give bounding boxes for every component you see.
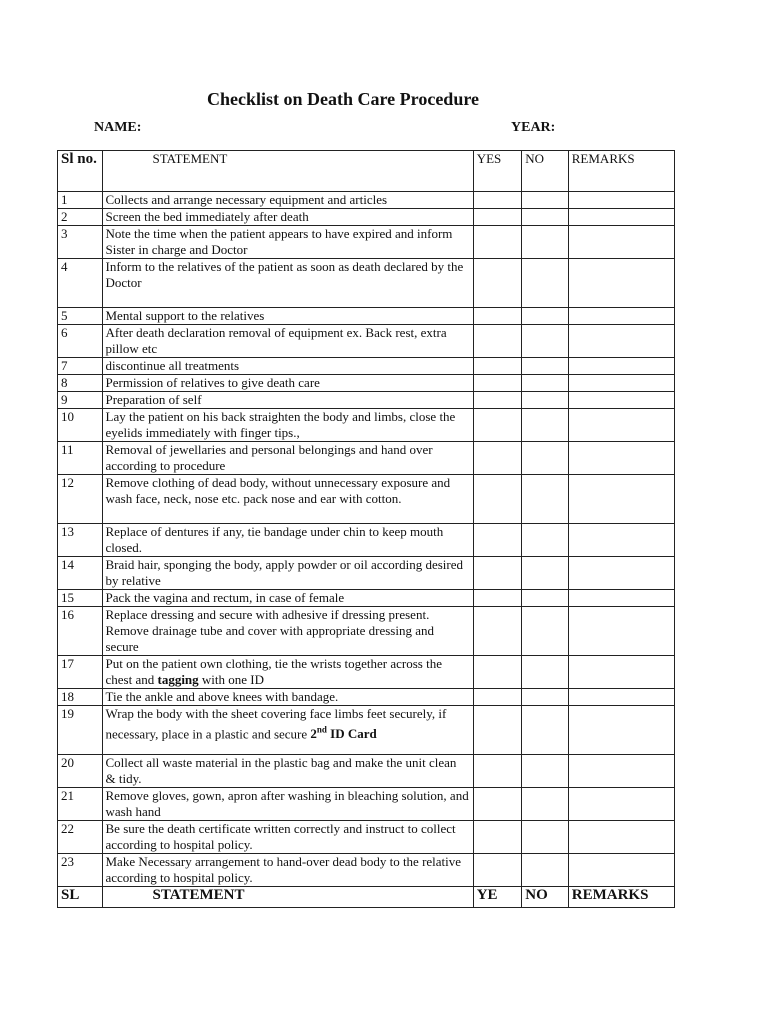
table-row — [58, 706, 675, 755]
no-cell[interactable] — [522, 524, 569, 557]
remarks-cell[interactable] — [568, 557, 674, 590]
name-label: NAME: — [94, 120, 142, 135]
row-number: 11 — [58, 442, 103, 475]
header-no: NO — [522, 151, 569, 192]
no-cell[interactable] — [522, 788, 569, 821]
row-statement: Collects and arrange necessary equipment and articles — [102, 192, 473, 209]
yes-cell[interactable] — [473, 409, 522, 442]
table-row — [58, 259, 675, 308]
row-statement: Pack the vagina and rectum, in case of female — [102, 590, 473, 607]
no-cell[interactable] — [522, 475, 569, 524]
remarks-cell[interactable] — [568, 854, 674, 887]
yes-cell[interactable] — [473, 854, 522, 887]
no-cell[interactable] — [522, 755, 569, 788]
table-row — [58, 656, 675, 689]
row-number: 13 — [58, 524, 103, 557]
table-row — [58, 409, 675, 442]
row-statement: Wrap the body with the sheet covering face limbs feet securely, if necessary, place in a plastic and secure 2nd ID Card — [102, 706, 473, 755]
no-cell[interactable] — [522, 325, 569, 358]
row-number: 19 — [58, 706, 103, 755]
table-row — [58, 854, 675, 887]
remarks-cell[interactable] — [568, 392, 674, 409]
row-number: 16 — [58, 607, 103, 656]
no-cell[interactable] — [522, 375, 569, 392]
remarks-cell[interactable] — [568, 409, 674, 442]
row-number: 4 — [58, 259, 103, 308]
yes-cell[interactable] — [473, 607, 522, 656]
yes-cell[interactable] — [473, 557, 522, 590]
row-number: 14 — [58, 557, 103, 590]
footer-statement: STATEMENT — [102, 887, 473, 908]
no-cell[interactable] — [522, 607, 569, 656]
table-row — [58, 442, 675, 475]
row-statement: Preparation of self — [102, 392, 473, 409]
row-statement: After death declaration removal of equipment ex. Back rest, extra pillow etc — [102, 325, 473, 358]
header-statement: STATEMENT — [102, 151, 473, 192]
remarks-cell[interactable] — [568, 375, 674, 392]
row-number: 7 — [58, 358, 103, 375]
yes-cell[interactable] — [473, 524, 522, 557]
row-statement: Put on the patient own clothing, tie the wrists together across the chest and tagging with one ID — [102, 656, 473, 689]
table-row — [58, 358, 675, 375]
remarks-cell[interactable] — [568, 607, 674, 656]
table-row — [58, 689, 675, 706]
row-number: 3 — [58, 226, 103, 259]
yes-cell[interactable] — [473, 226, 522, 259]
table-row — [58, 308, 675, 325]
remarks-cell[interactable] — [568, 442, 674, 475]
no-cell[interactable] — [522, 192, 569, 209]
no-cell[interactable] — [522, 209, 569, 226]
yes-cell[interactable] — [473, 375, 522, 392]
no-cell[interactable] — [522, 358, 569, 375]
row-statement: Replace dressing and secure with adhesive if dressing present. Remove drainage tube and cover with appropriate dressing and secure — [102, 607, 473, 656]
yes-cell[interactable] — [473, 755, 522, 788]
no-cell[interactable] — [522, 656, 569, 689]
no-cell[interactable] — [522, 226, 569, 259]
remarks-cell[interactable] — [568, 821, 674, 854]
row-statement: Removal of jewellaries and personal belongings and hand over according to procedure — [102, 442, 473, 475]
row-number: 10 — [58, 409, 103, 442]
remarks-cell[interactable] — [568, 689, 674, 706]
table-footer-row — [58, 887, 675, 908]
table-row — [58, 375, 675, 392]
row-number: 23 — [58, 854, 103, 887]
table-row — [58, 524, 675, 557]
no-cell[interactable] — [522, 854, 569, 887]
yes-cell[interactable] — [473, 358, 522, 375]
header-remarks: REMARKS — [568, 151, 674, 192]
yes-cell[interactable] — [473, 821, 522, 854]
yes-cell[interactable] — [473, 308, 522, 325]
footer-yes: YE — [473, 887, 522, 908]
table-row — [58, 325, 675, 358]
table-row — [58, 788, 675, 821]
no-cell[interactable] — [522, 689, 569, 706]
no-cell[interactable] — [522, 308, 569, 325]
footer-sl: SL — [58, 887, 103, 908]
remarks-cell[interactable] — [568, 755, 674, 788]
row-number: 15 — [58, 590, 103, 607]
table-row — [58, 192, 675, 209]
yes-cell[interactable] — [473, 689, 522, 706]
row-number: 1 — [58, 192, 103, 209]
table-row — [58, 755, 675, 788]
checklist-rows — [58, 192, 675, 887]
row-statement: Replace of dentures if any, tie bandage under chin to keep mouth closed. — [102, 524, 473, 557]
remarks-cell[interactable] — [568, 259, 674, 308]
no-cell[interactable] — [522, 259, 569, 308]
row-number: 17 — [58, 656, 103, 689]
yes-cell[interactable] — [473, 192, 522, 209]
row-number: 6 — [58, 325, 103, 358]
row-statement: Remove clothing of dead body, without unnecessary exposure and wash face, neck, nose etc. pack nose and ear with cotton. — [102, 475, 473, 524]
no-cell[interactable] — [522, 442, 569, 475]
row-number: 18 — [58, 689, 103, 706]
row-statement: Lay the patient on his back straighten the body and limbs, close the eyelids immediately with finger tips., — [102, 409, 473, 442]
no-cell[interactable] — [522, 590, 569, 607]
yes-cell[interactable] — [473, 706, 522, 755]
no-cell[interactable] — [522, 392, 569, 409]
table-header-row — [58, 151, 675, 192]
remarks-cell[interactable] — [568, 475, 674, 524]
row-statement: Note the time when the patient appears to have expired and inform Sister in charge and Doctor — [102, 226, 473, 259]
header-yes: YES — [473, 151, 522, 192]
table-row — [58, 475, 675, 524]
row-number: 9 — [58, 392, 103, 409]
yes-cell[interactable] — [473, 788, 522, 821]
remarks-cell[interactable] — [568, 192, 674, 209]
remarks-cell[interactable] — [568, 524, 674, 557]
table-row — [58, 209, 675, 226]
row-statement: Make Necessary arrangement to hand-over dead body to the relative according to hospital policy. — [102, 854, 473, 887]
no-cell[interactable] — [522, 821, 569, 854]
remarks-cell[interactable] — [568, 788, 674, 821]
year-label: YEAR: — [511, 120, 556, 135]
remarks-cell[interactable] — [568, 656, 674, 689]
yes-cell[interactable] — [473, 442, 522, 475]
yes-cell[interactable] — [473, 209, 522, 226]
yes-cell[interactable] — [473, 259, 522, 308]
no-cell[interactable] — [522, 557, 569, 590]
yes-cell[interactable] — [473, 656, 522, 689]
row-statement: Inform to the relatives of the patient as soon as death declared by the Doctor — [102, 259, 473, 308]
checklist-table — [57, 150, 675, 908]
row-number: 8 — [58, 375, 103, 392]
remarks-cell[interactable] — [568, 325, 674, 358]
table-row — [58, 557, 675, 590]
row-number: 12 — [58, 475, 103, 524]
row-statement: Braid hair, sponging the body, apply powder or oil according desired by relative — [102, 557, 473, 590]
header-sl-no: Sl no. — [58, 151, 103, 192]
row-number: 5 — [58, 308, 103, 325]
table-row — [58, 392, 675, 409]
remarks-cell[interactable] — [568, 358, 674, 375]
remarks-cell[interactable] — [568, 308, 674, 325]
remarks-cell[interactable] — [568, 226, 674, 259]
row-statement: Screen the bed immediately after death — [102, 209, 473, 226]
yes-cell[interactable] — [473, 475, 522, 524]
table-row — [58, 590, 675, 607]
row-statement: Remove gloves, gown, apron after washing in bleaching solution, and wash hand — [102, 788, 473, 821]
row-statement: Mental support to the relatives — [102, 308, 473, 325]
page-title: Checklist on Death Care Procedure — [207, 89, 479, 109]
row-number: 21 — [58, 788, 103, 821]
yes-cell[interactable] — [473, 392, 522, 409]
yes-cell[interactable] — [473, 325, 522, 358]
table-row — [58, 607, 675, 656]
remarks-cell[interactable] — [568, 590, 674, 607]
row-statement: Tie the ankle and above knees with bandage. — [102, 689, 473, 706]
row-number: 20 — [58, 755, 103, 788]
row-number: 22 — [58, 821, 103, 854]
no-cell[interactable] — [522, 706, 569, 755]
remarks-cell[interactable] — [568, 209, 674, 226]
row-number: 2 — [58, 209, 103, 226]
row-statement: Permission of relatives to give death care — [102, 375, 473, 392]
no-cell[interactable] — [522, 409, 569, 442]
row-statement: Collect all waste material in the plastic bag and make the unit clean & tidy. — [102, 755, 473, 788]
table-row — [58, 821, 675, 854]
row-statement: Be sure the death certificate written correctly and instruct to collect according to hospital policy. — [102, 821, 473, 854]
row-statement: discontinue all treatments — [102, 358, 473, 375]
footer-no: NO — [522, 887, 569, 908]
remarks-cell[interactable] — [568, 706, 674, 755]
footer-remarks: REMARKS — [568, 887, 674, 908]
table-row — [58, 226, 675, 259]
yes-cell[interactable] — [473, 590, 522, 607]
